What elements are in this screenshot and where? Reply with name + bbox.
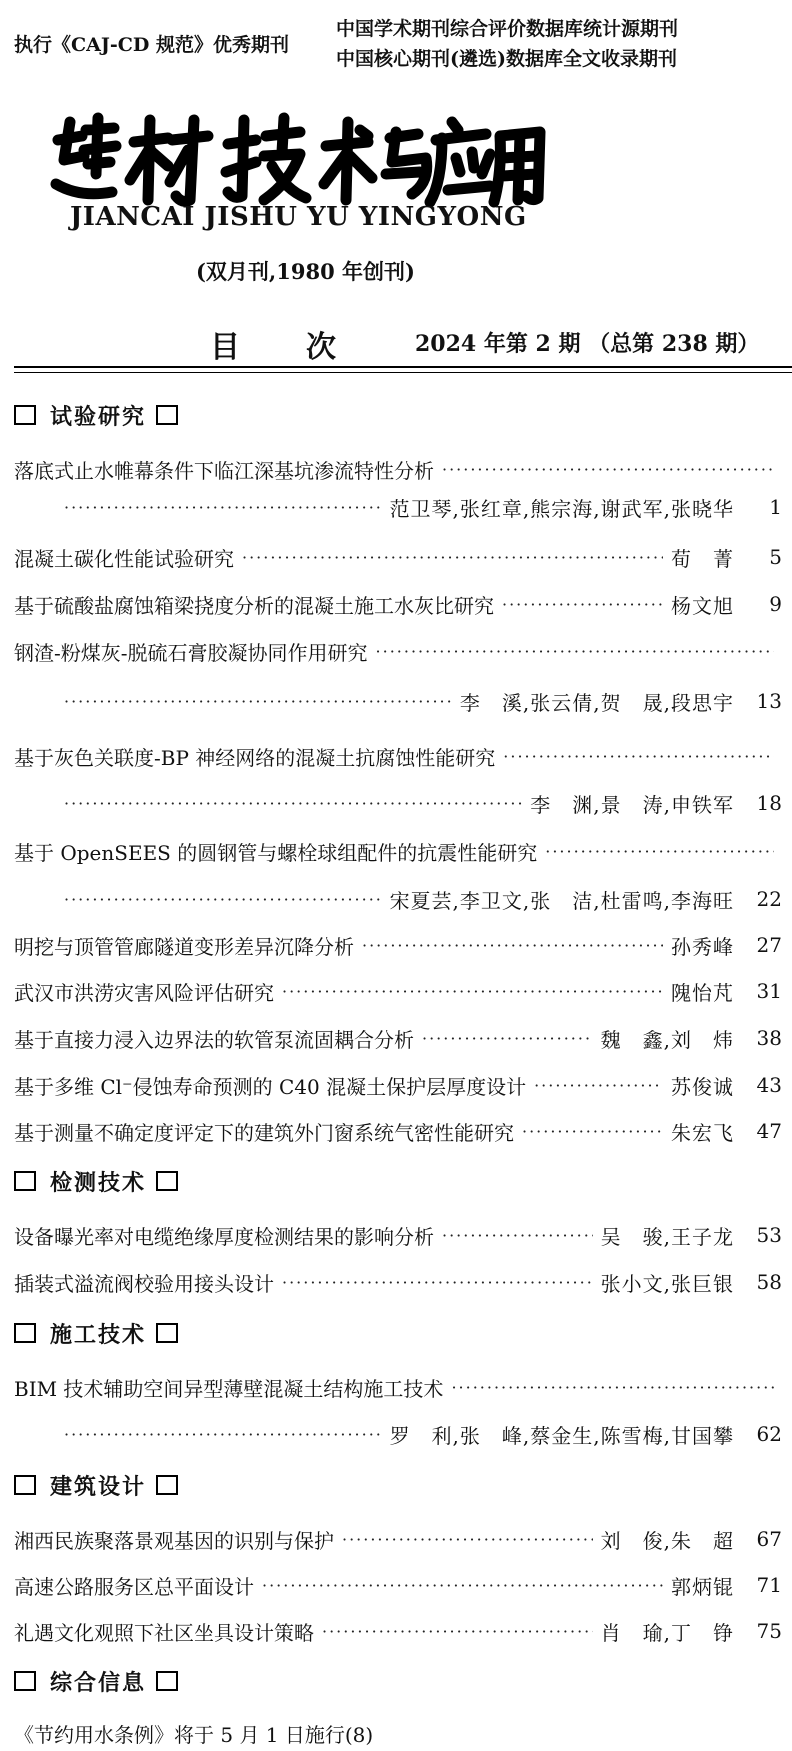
entry-title: 基于直接力浸入边界法的软管泵流固耦合分析 <box>14 1027 414 1052</box>
leader-dots <box>376 642 774 661</box>
section-box-right <box>156 1475 178 1495</box>
header-left-text: 执行《CAJ-CD 规范》优秀期刊 <box>14 34 289 56</box>
section-label: 综合信息 <box>50 1670 147 1696</box>
leader-dots <box>442 1226 593 1245</box>
entry-page: 62 <box>756 1422 782 1446</box>
section-box-right <box>156 405 178 425</box>
header-right-line1: 中国学术期刊综合评价数据库统计源期刊 <box>336 18 679 40</box>
entry-page: 58 <box>756 1270 782 1294</box>
section-box-left <box>14 1323 36 1343</box>
entry-page: 38 <box>756 1026 782 1050</box>
entry-authors: 杨文旭 <box>671 593 734 618</box>
entry-page: 67 <box>756 1527 782 1551</box>
toc-entry[interactable] <box>14 976 782 1006</box>
entry-page: 75 <box>756 1619 782 1643</box>
section-box-left <box>14 1475 36 1495</box>
section-label: 建筑设计 <box>50 1474 147 1500</box>
entry-page: 9 <box>769 592 782 616</box>
toc-entry-title[interactable] <box>14 636 782 666</box>
entry-page: 13 <box>756 689 782 713</box>
entry-authors: 范卫琴,张红章,熊宗海,谢武军,张晓华 <box>389 496 734 521</box>
leader-dots <box>522 1122 663 1141</box>
news-item[interactable] <box>14 1718 782 1748</box>
leader-dots <box>422 1029 593 1048</box>
toc-entry[interactable] <box>14 1267 782 1297</box>
toc-entry[interactable] <box>14 1116 782 1146</box>
leader-dots <box>64 692 452 711</box>
entry-page: 47 <box>756 1119 782 1143</box>
section-heading <box>14 1666 178 1696</box>
entry-authors: 肖 瑜,丁 铮 <box>600 1620 734 1645</box>
entry-authors: 朱宏飞 <box>671 1120 734 1145</box>
entry-page: 18 <box>756 791 782 815</box>
entry-page: 1 <box>769 495 782 519</box>
entry-page: 22 <box>756 887 782 911</box>
heading-rule-thin <box>14 372 792 373</box>
entry-title: 基于硫酸盐腐蚀箱梁挠度分析的混凝土施工水灰比研究 <box>14 593 494 618</box>
journal-name-english: JIANCAI JISHU YU YINGYONG <box>70 202 527 232</box>
section-box-right <box>156 1323 178 1343</box>
entry-page: 43 <box>756 1073 782 1097</box>
entry-title: 基于 OpenSEES 的圆钢管与螺栓球组配件的抗震性能研究 <box>14 840 538 865</box>
entry-page: 31 <box>756 979 782 1003</box>
heading-rule-thick <box>14 366 792 368</box>
section-heading <box>14 400 178 430</box>
leader-dots <box>64 498 382 517</box>
entry-authors: 宋夏芸,李卫文,张 洁,杜雷鸣,李海旺 <box>389 888 734 913</box>
toc-entry-title[interactable] <box>14 1372 782 1402</box>
leader-dots <box>534 1076 663 1095</box>
toc-entry-title[interactable] <box>14 741 782 771</box>
leader-dots <box>545 842 774 861</box>
entry-title: 钢渣-粉煤灰-脱硫石膏胶凝协同作用研究 <box>14 640 368 665</box>
section-box-left <box>14 1171 36 1191</box>
issue-number: 2024 年第 2 期 （总第 238 期） <box>415 331 760 357</box>
toc-entry[interactable] <box>14 589 782 619</box>
leader-dots <box>502 595 663 614</box>
toc-entry-authors[interactable] <box>14 686 782 716</box>
journal-frequency: (双月刊,1980 年创刊) <box>196 259 415 284</box>
leader-dots <box>342 1530 593 1549</box>
leader-dots <box>282 982 663 1001</box>
entry-title: 湘西民族聚落景观基因的识别与保护 <box>14 1528 334 1553</box>
entry-authors: 苏俊诚 <box>671 1074 734 1099</box>
leader-dots <box>64 1425 382 1444</box>
leader-dots <box>503 747 774 766</box>
entry-page: 71 <box>756 1573 782 1597</box>
leader-dots <box>262 1576 663 1595</box>
entry-authors: 郭炳锟 <box>671 1574 734 1599</box>
header-right-text <box>336 14 678 74</box>
section-box-left <box>14 405 36 425</box>
entry-title: 基于灰色关联度-BP 神经网络的混凝土抗腐蚀性能研究 <box>14 745 496 770</box>
leader-dots <box>64 890 382 909</box>
toc-entry[interactable] <box>14 1616 782 1646</box>
toc-entry[interactable] <box>14 1070 782 1100</box>
section-heading <box>14 1470 178 1500</box>
entry-title: 插装式溢流阀校验用接头设计 <box>14 1271 274 1296</box>
header-right-line2: 中国核心期刊(遴选)数据库全文收录期刊 <box>336 48 677 70</box>
journal-calligraphy-logo <box>50 112 550 212</box>
leader-dots <box>282 1273 593 1292</box>
entry-page: 53 <box>756 1223 782 1247</box>
toc-entry[interactable] <box>14 1220 782 1250</box>
section-box-right <box>156 1671 178 1691</box>
entry-authors: 李 渊,景 涛,申铁军 <box>530 792 734 817</box>
entry-title: 混凝土碳化性能试验研究 <box>14 546 234 571</box>
section-heading <box>14 1166 178 1196</box>
entry-page: 5 <box>769 545 782 569</box>
entry-title: 礼遇文化观照下社区坐具设计策略 <box>14 1620 314 1645</box>
entry-title: 高速公路服务区总平面设计 <box>14 1574 254 1599</box>
entry-authors: 刘 俊,朱 超 <box>600 1528 734 1553</box>
entry-page: 27 <box>756 933 782 957</box>
entry-title: BIM 技术辅助空间异型薄壁混凝土结构施工技术 <box>14 1376 444 1401</box>
toc-entry[interactable] <box>14 930 782 960</box>
entry-authors: 罗 利,张 峰,蔡金生,陈雪梅,甘国攀 <box>389 1423 734 1448</box>
entry-authors: 李 溪,张云倩,贺 晟,段思宇 <box>459 690 734 715</box>
entry-authors: 魏 鑫,刘 炜 <box>600 1027 734 1052</box>
toc-entry-title[interactable] <box>14 454 782 484</box>
entry-title: 设备曝光率对电缆绝缘厚度检测结果的影响分析 <box>14 1224 434 1249</box>
leader-dots <box>451 1378 774 1397</box>
section-box-left <box>14 1671 36 1691</box>
section-label: 检测技术 <box>50 1170 147 1196</box>
section-box-right <box>156 1171 178 1191</box>
toc-entry[interactable] <box>14 1570 782 1600</box>
entry-authors: 张小文,张巨银 <box>600 1271 734 1296</box>
section-heading <box>14 1318 178 1348</box>
toc-heading-char2: 次 <box>306 330 338 365</box>
entry-authors: 隗怡芃 <box>671 980 734 1005</box>
toc-entry[interactable] <box>14 1023 782 1053</box>
leader-dots <box>242 548 663 567</box>
leader-dots <box>322 1622 593 1641</box>
toc-heading-char1: 目 <box>210 330 242 365</box>
leader-dots <box>442 460 774 479</box>
entry-authors: 吴 骏,王子龙 <box>600 1224 734 1249</box>
entry-title: 基于测量不确定度评定下的建筑外门窗系统气密性能研究 <box>14 1120 514 1145</box>
toc-entry-authors[interactable] <box>14 884 782 914</box>
toc-entry[interactable] <box>14 1524 782 1554</box>
entry-title: 明挖与顶管管廊隧道变形差异沉降分析 <box>14 934 354 959</box>
entry-authors: 荀 菁 <box>671 546 734 571</box>
calligraphy-strokes <box>56 118 540 202</box>
entry-title: 基于多维 Cl⁻侵蚀寿命预测的 C40 混凝土保护层厚度设计 <box>14 1074 527 1099</box>
toc-entry-title[interactable] <box>14 836 782 866</box>
entry-title: 落底式止水帷幕条件下临江深基坑渗流特性分析 <box>14 458 434 483</box>
entry-title: 武汉市洪涝灾害风险评估研究 <box>14 980 274 1005</box>
news-text: 《节约用水条例》将于 5 月 1 日施行(8) <box>14 1722 374 1747</box>
toc-entry-authors[interactable] <box>14 1419 782 1449</box>
toc-entry-authors[interactable] <box>14 788 782 818</box>
section-label: 施工技术 <box>50 1322 147 1348</box>
entry-authors: 孙秀峰 <box>671 934 734 959</box>
leader-dots <box>64 794 522 813</box>
leader-dots <box>362 936 663 955</box>
toc-heading <box>210 322 338 366</box>
toc-entry-authors[interactable] <box>14 492 782 522</box>
section-label: 试验研究 <box>50 404 147 430</box>
toc-entry[interactable] <box>14 542 782 572</box>
